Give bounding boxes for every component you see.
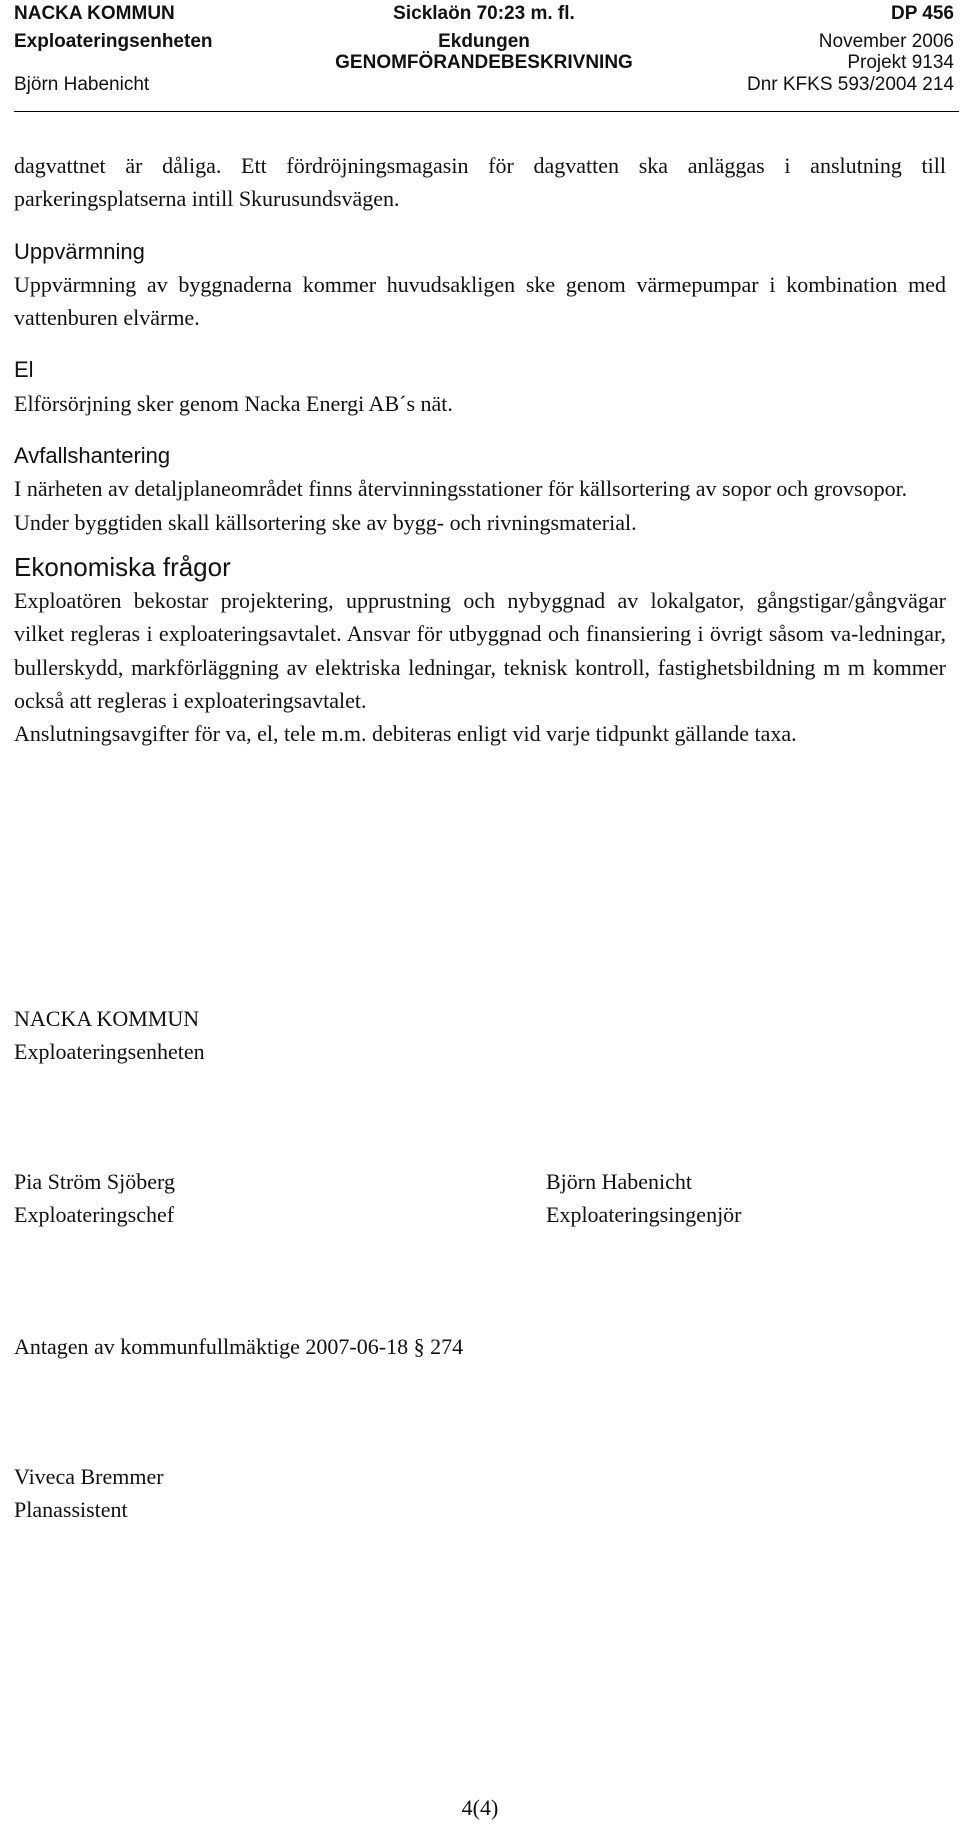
intro-paragraph: dagvattnet är dåliga. Ett fördröjningsmagasin för dagvatten ska anläggas i anslutning till parkeringsplatserna intill Skurusundsvägen.	[14, 153, 946, 212]
signer-1-name: Pia Ström Sjöberg	[14, 1169, 175, 1194]
heating-paragraph: Uppvärmning av byggnaderna kommer huvudsakligen ske genom värmepumpar i kombination med vattenburen elvärme.	[14, 271, 946, 331]
signer-2-name: Björn Habenicht	[546, 1169, 693, 1194]
document-body	[14, 149, 946, 750]
el-paragraph: Elförsörjning sker genom Nacka Energi AB´s nät.	[14, 390, 453, 416]
signature-org-block	[14, 1002, 205, 1068]
header-doc-type: GENOMFÖRANDEBESKRIVNING	[335, 52, 633, 73]
heating-heading: Uppvärmning	[14, 238, 145, 264]
waste-heading: Avfallshantering	[14, 443, 171, 469]
header-project: Projekt 9134	[847, 52, 954, 73]
header-date: November 2006	[818, 31, 954, 52]
header-subtitle: Ekdungen	[438, 31, 530, 52]
economy-paragraph: Exploatören bekostar projektering, upprustning och nybyggnad av lokalgator, gångstigar/gångvägar vilket regleras i exploateringsavtalet. Ansvar för utbyggnad och finansiering i övrigt såsom va-ledningar, bullerskydd, markförläggning av elektriska ledningar, teknisk kontroll, fastighetsbildning m m kommer också att regleras i exploateringsavtalet.	[14, 587, 946, 713]
header-divider	[14, 111, 959, 112]
signer-2-title: Exploateringsingenjör	[546, 1202, 742, 1227]
adoption-note: Antagen av kommunfullmäktige 2007-06-18 § 274	[14, 1334, 464, 1359]
page-number: 4(4)	[461, 1795, 499, 1820]
signer-3-name: Viveca Bremmer	[14, 1464, 164, 1489]
signature-org: NACKA KOMMUN	[14, 1006, 200, 1031]
signer-2-block	[546, 1165, 742, 1231]
economy-heading: Ekonomiska frågor	[14, 551, 231, 582]
header-dnr: Dnr KFKS 593/2004 214	[746, 74, 954, 95]
economy-paragraph-2: Anslutningsavgifter för va, el, tele m.m. debiteras enligt vid varje tidpunkt gällande taxa.	[14, 721, 797, 747]
header-unit: Exploateringsenheten	[14, 31, 213, 52]
signer-1-block	[14, 1165, 175, 1231]
header-author: Björn Habenicht	[14, 74, 150, 95]
signer-3-block	[14, 1460, 164, 1526]
header-doc-no: DP 456	[890, 3, 954, 24]
el-heading: El	[14, 357, 34, 383]
waste-paragraph: I närheten av detaljplaneområdet finns återvinningsstationer för källsortering av sopor och grovsopor.	[14, 476, 908, 502]
header-org: NACKA KOMMUN	[14, 3, 175, 24]
header-title: Sicklaön 70:23 m. fl.	[393, 3, 575, 24]
signature-unit: Exploateringsenheten	[14, 1039, 205, 1064]
waste-paragraph-2: Under byggtiden skall källsortering ske av bygg- och rivningsmaterial.	[14, 509, 637, 535]
signer-3-title: Planassistent	[14, 1497, 128, 1522]
signer-1-title: Exploateringschef	[14, 1202, 175, 1227]
